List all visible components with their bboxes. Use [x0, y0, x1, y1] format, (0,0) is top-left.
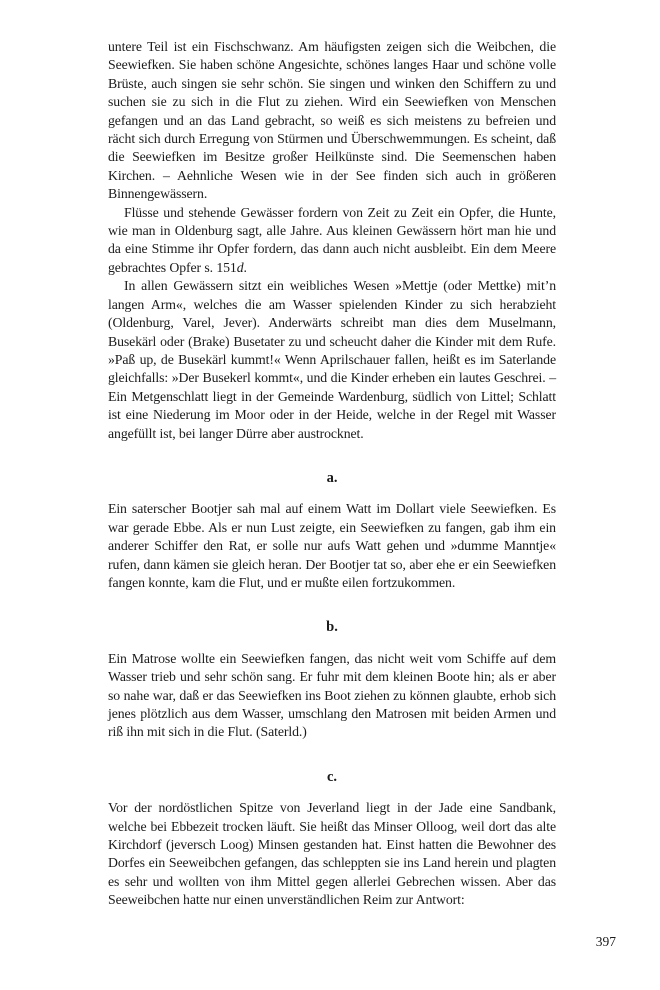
section-heading-c: c. — [326, 768, 338, 785]
paragraph-text-run: . — [243, 259, 247, 275]
section-heading-b: b. — [326, 619, 338, 636]
body-paragraph-continuation: untere Teil ist ein Fischschwanz. Am häufigsten zeigen sich die Weibchen, die Seewiefken. Sie haben schöne Angesichte, schönes langes Haar und schöne volle Brüste, auch singen sie sehr schön. Sie singen und winken den Schiffern zu und suchen sie zu sich in die Flut zu ziehen. Wird ein Seewiefken von Menschen gefangen und an das Land gebracht, so weiß es sich meistens zu befreien und rächt sich durch Erregung von Stürmen und Überschwemmungen. Es scheint, daß die Seewiefken im Besitze großer Heilkünste sind. Die Seemenschen haben Kirchen. – Aehnliche Wesen wie in der See finden sich auch in größeren Binnengewässern. — [108, 39, 556, 202]
body-paragraph-mettje: In allen Gewässern sitzt ein weibliches Wesen »Mettje (oder Mettke) mit’n langen Arm«, welches die am Wasser spielenden Kinder zu sich herabzieht (Oldenburg, Varel, Jever). Anderwärts schreibt man dies dem Muselmann, Busekärl oder (Brake) Busetater zu und scheucht daher die Kinder mit dem Rufe. »Paß up, de Busekärl kummt!« Wenn Aprilschauer fallen, heißt es im Saterlande gleichfalls: »Der Busekerl kommt«, und die Kinder erheben ein lautes Geschrei. – Ein Metgenschlatt liegt in der Gemeinde Wardenburg, südlich von Littel; Schlatt ist eine Niederung im Moor oder in der Heide, welche in der Regel mit Wasser angefüllt ist, bei langer Dürre aber austrocknet. — [108, 278, 556, 441]
page-number: 397 — [595, 934, 616, 949]
section-b-paragraph: Ein Matrose wollte ein Seewiefken fangen, das nicht weit vom Schiffe auf dem Wasser trieb und sehr schön sang. Er fuhr mit dem kleinen Boote hin; als er aber so nahe war, daß er das Seewiefken ins Boot ziehen zu können glaubte, erhob sich jenes plötzlich aus dem Wasser, umschlang den Matrosen mit beiden Armen und riß ihn mit sich in die Flut. (Saterld.) — [108, 650, 556, 740]
section-a-paragraph: Ein saterscher Bootjer sah mal auf einem Watt im Dollart viele Seewiefken. Es war gerade Ebbe. Als er nun Lust zeigte, ein Seewiefken zu fangen, gab ihm ein anderer Schiffer den Rat, er solle nur aufs Watt gehen und »dumme Manntje« rufen, dann kämen sie gleich heran. Der Bootjer tat so, aber ehe er ein Seewiefken fangen konnte, kam die Flut, und er mußte eilen fortzukommen. — [108, 501, 556, 590]
section-c-paragraph: Vor der nordöstlichen Spitze von Jeverland liegt in der Jade eine Sandbank, welche bei Ebbezeit trocken läuft. Sie heißt das Minser Olloog, weil dort das alte Kirchdorf (jeversch Loog) Minsen gestanden hat. Einst hatten die Bewohner des Dorfes ein Seeweibchen gefangen, das schleppten sie ins Land herein und plagten es sehr und wollten von ihm Mittel gegen allerlei Gebrechen wissen. Aber das Seeweibchen hatte nur einen unverständlichen Reim zur Antwort: — [108, 800, 556, 908]
body-paragraph-opfer — [108, 204, 556, 278]
italic-reference-letter: d — [236, 259, 244, 275]
paragraph-text-run: Flüsse und stehende Gewässer fordern von Zeit zu Zeit ein Opfer, die Hunte, wie man in Oldenburg sagt, alle Jahre. Aus kleinen Gewässern hört man hie und da eine Stimme ihr Opfer fordern, das dann auch nicht ausbleibt. Ein dem Meere gebrachtes Opfer s. 151 — [108, 204, 556, 275]
section-heading-a: a. — [326, 469, 338, 486]
text-block — [108, 38, 556, 910]
